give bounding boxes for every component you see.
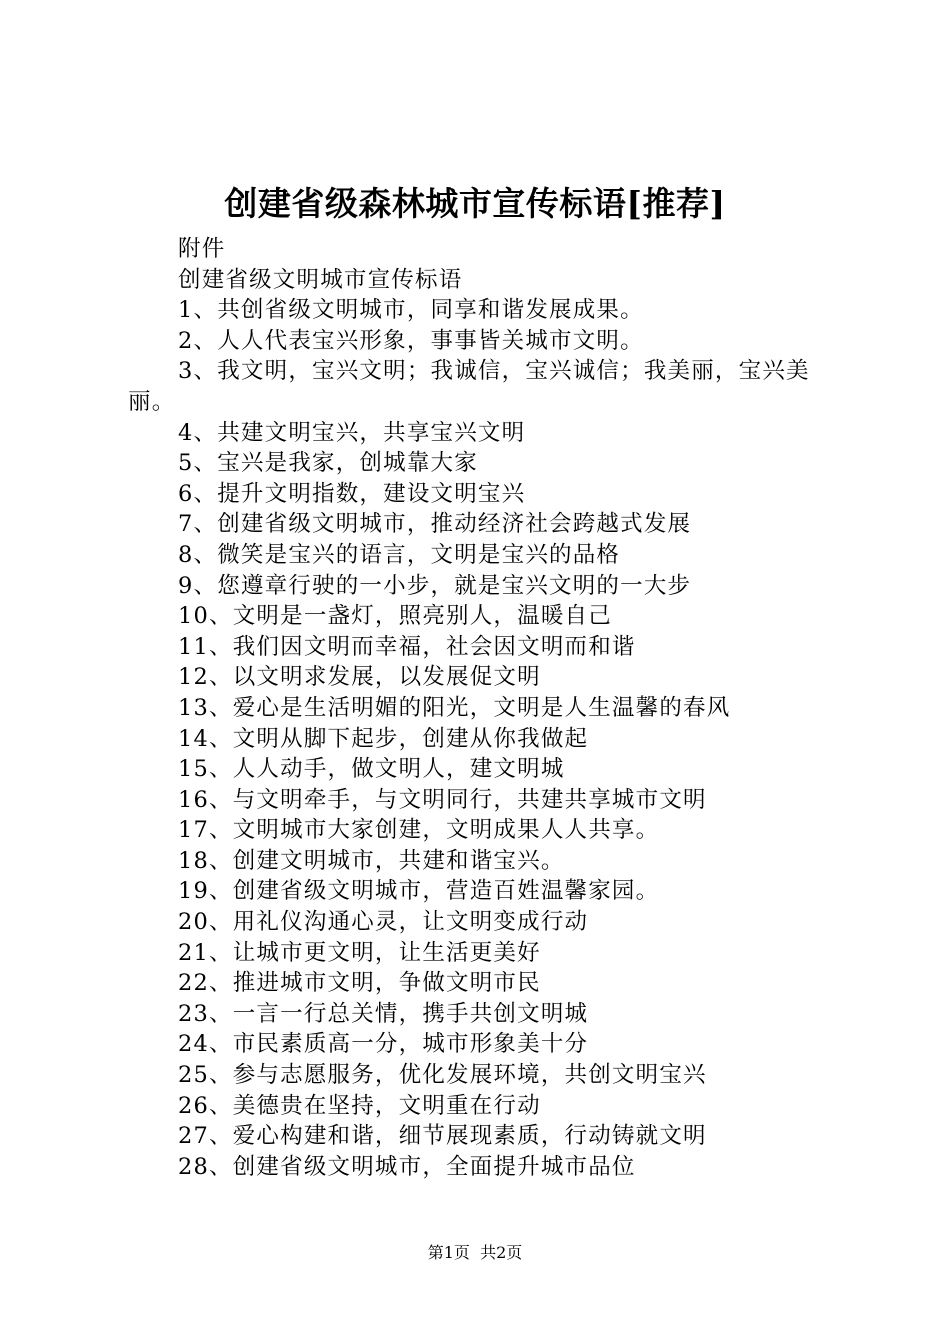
slogan-item: 20、用礼仪沟通心灵，让文明变成行动	[178, 909, 589, 936]
paragraph: 创建省级文明城市宣传标语	[178, 266, 463, 293]
slogan-item: 21、让城市更文明，让生活更美好	[178, 939, 541, 966]
slogan-item: 9、您遵章行驶的一小步，就是宝兴文明的一大步	[178, 572, 692, 599]
slogan-item: 8、微笑是宝兴的语言，文明是宝兴的品格	[178, 541, 621, 568]
slogan-item: 1、共创省级文明城市，同享和谐发展成果。	[178, 297, 644, 324]
slogan-item: 19、创建省级文明城市，营造百姓温馨家园。	[178, 878, 660, 905]
slogan-item: 16、与文明牵手，与文明同行，共建共享城市文明	[178, 786, 707, 813]
slogan-item: 17、文明城市大家创建，文明成果人人共享。	[178, 817, 660, 844]
slogan-item: 11、我们因文明而幸福，社会因文明而和谐	[178, 633, 636, 660]
slogan-item: 13、爱心是生活明媚的阳光，文明是人生温馨的春风	[178, 694, 731, 721]
page-number-footer: 第1页 共2页	[427, 1243, 523, 1262]
slogan-item: 7、创建省级文明城市，推动经济社会跨越式发展	[178, 511, 692, 538]
slogan-item: 3、我文明，宝兴文明；我诚信，宝兴诚信；我美丽，宝兴美丽。	[128, 358, 810, 415]
slogan-item: 10、文明是一盏灯，照亮别人，温暖自己	[178, 603, 612, 630]
slogan-item: 28、创建省级文明城市，全面提升城市品位	[178, 1153, 636, 1180]
slogan-item: 27、爱心构建和谐，细节展现素质，行动铸就文明	[178, 1123, 707, 1150]
slogan-item: 23、一言一行总关情，携手共创文明城	[178, 1000, 589, 1027]
document-title: 创建省级森林城市宣传标语[推荐]	[224, 184, 726, 223]
slogan-item: 25、参与志愿服务，优化发展环境，共创文明宝兴	[178, 1062, 707, 1089]
slogan-item: 5、宝兴是我家，创城靠大家	[178, 450, 478, 477]
slogan-item: 24、市民素质高一分，城市形象美十分	[178, 1031, 589, 1058]
slogan-item: 26、美德贵在坚持，文明重在行动	[178, 1092, 541, 1119]
document-body	[128, 234, 838, 1182]
slogan-item: 22、推进城市文明，争做文明市民	[178, 970, 541, 997]
slogan-item: 6、提升文明指数，建设文明宝兴	[178, 480, 526, 507]
slogan-item: 18、创建文明城市，共建和谐宝兴。	[178, 847, 565, 874]
slogan-item: 12、以文明求发展，以发展促文明	[178, 664, 541, 691]
paragraph: 附件	[178, 236, 226, 262]
slogan-item: 15、人人动手，做文明人，建文明城	[178, 756, 565, 783]
slogan-item: 14、文明从脚下起步，创建从你我做起	[178, 725, 589, 752]
slogan-item: 2、人人代表宝兴形象，事事皆关城市文明。	[178, 327, 644, 354]
slogan-item: 4、共建文明宝兴，共享宝兴文明	[178, 419, 526, 446]
